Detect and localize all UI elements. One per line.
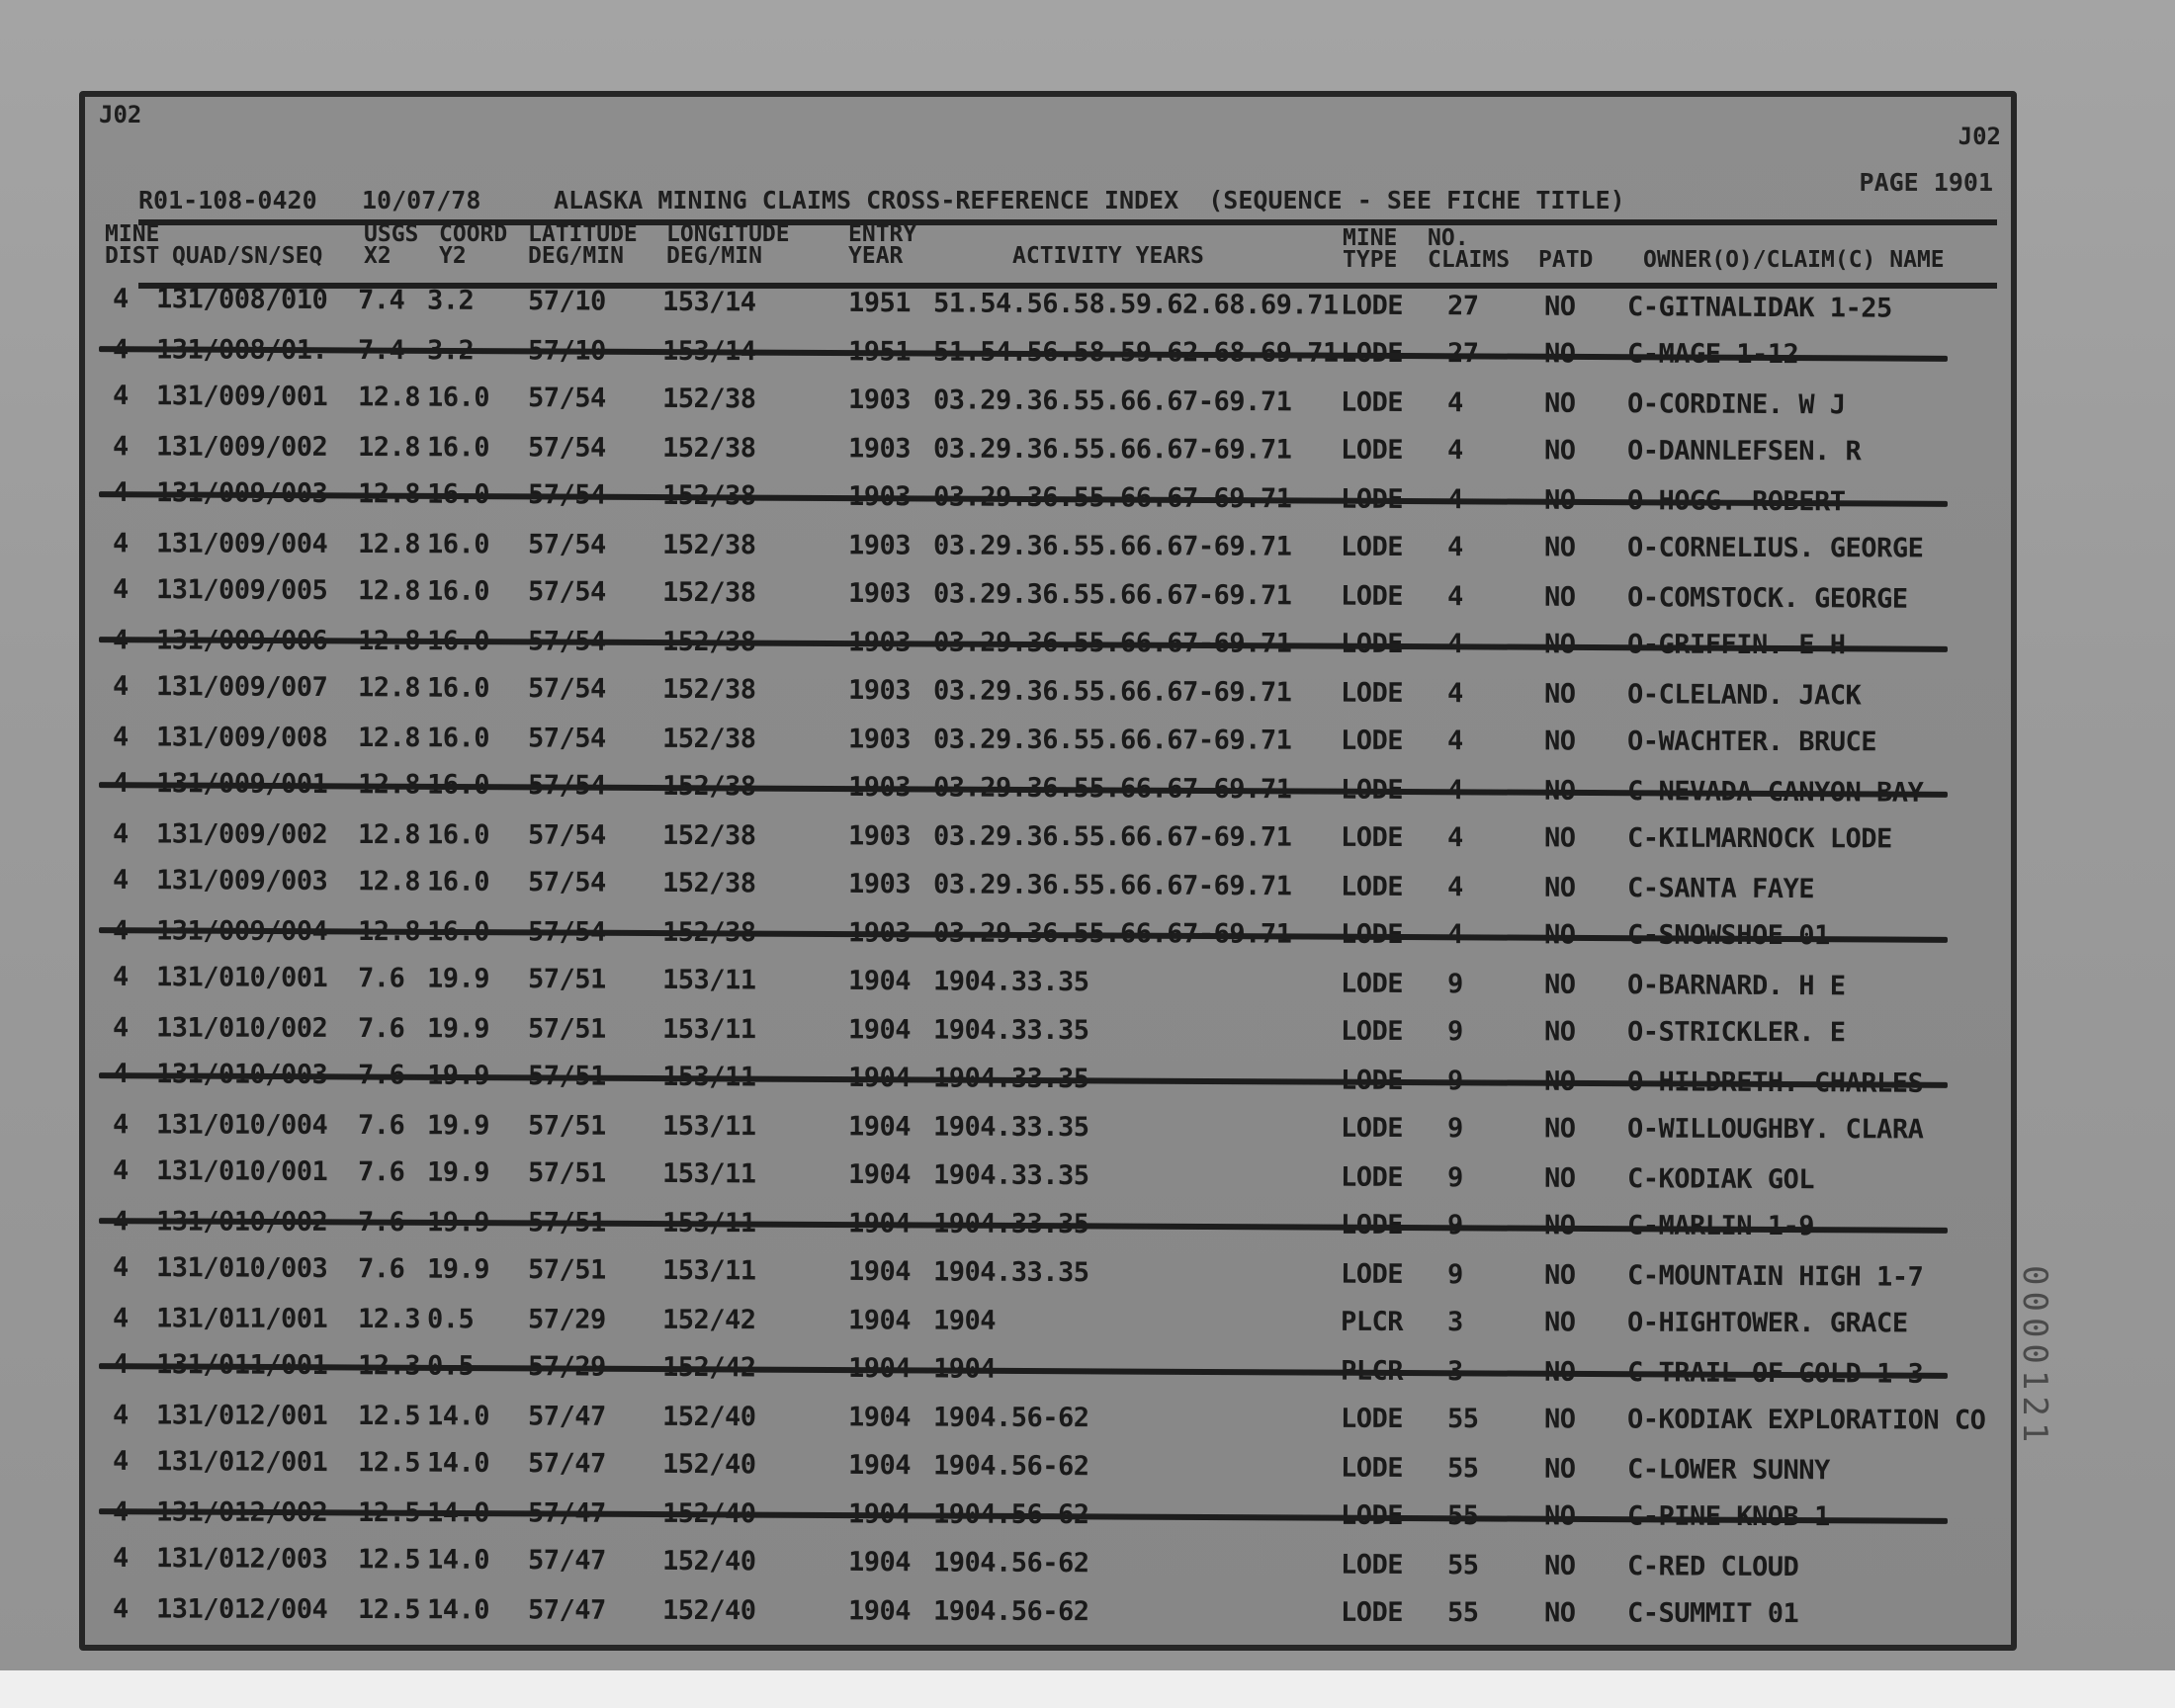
row-entry-year: 1904 <box>847 1449 912 1482</box>
row-longitude: 153/11 <box>661 1157 756 1190</box>
row-activity-years: 1904.56-62 <box>932 1402 1089 1434</box>
row-coord-y: 14.0 <box>426 1544 490 1576</box>
row-owner-claim: O-BARNARD. H E <box>1626 970 1846 1002</box>
row-usgs-x: 7.6 <box>357 1156 405 1188</box>
row-mine-type: LODE <box>1340 1549 1404 1580</box>
row-longitude: 152/38 <box>661 723 756 755</box>
row-dist: 4 <box>112 1445 129 1477</box>
table-row <box>85 1539 2011 1589</box>
report-title: ALASKA MINING CLAIMS CROSS-REFERENCE INDEX (SEQUENCE - SEE FICHE TITLE) <box>554 186 1625 214</box>
row-quad: 131/009/005 <box>155 574 328 607</box>
row-no-claims: 9 <box>1446 1016 1463 1048</box>
row-usgs-x: 12.8 <box>357 866 421 897</box>
row-mine-type: LODE <box>1340 1596 1404 1629</box>
row-entry-year: 1904 <box>847 1546 912 1579</box>
row-longitude: 153/14 <box>661 286 756 318</box>
row-activity-years: 03.29.36.55.66.67-69.71 <box>932 433 1292 466</box>
row-dist: 4 <box>112 1542 129 1574</box>
row-patd: NO <box>1543 1016 1576 1048</box>
scanner-margin <box>0 1670 2175 1708</box>
row-entry-year: 1904 <box>847 1402 912 1433</box>
row-patd: NO <box>1543 435 1576 467</box>
row-mine-type: LODE <box>1340 1403 1404 1435</box>
row-usgs-x: 7.4 <box>357 285 405 316</box>
row-usgs-x: 12.8 <box>357 432 421 464</box>
row-no-claims: 9 <box>1446 969 1463 1000</box>
row-dist: 4 <box>112 1109 129 1141</box>
row-entry-year: 1903 <box>847 384 912 416</box>
row-latitude: 57/51 <box>527 1254 606 1286</box>
table-row <box>85 861 2011 911</box>
table-row <box>85 570 2011 621</box>
row-longitude: 153/11 <box>661 1254 756 1287</box>
row-quad: 131/012/001 <box>155 1400 328 1431</box>
row-longitude: 153/11 <box>661 1013 756 1046</box>
row-quad: 131/009/002 <box>155 818 328 850</box>
table-row <box>85 427 2011 471</box>
row-coord-y: 14.0 <box>426 1447 490 1479</box>
row-mine-type: LODE <box>1340 386 1404 418</box>
row-no-claims: 4 <box>1446 387 1463 419</box>
row-dist: 4 <box>112 961 129 992</box>
table-row <box>85 1299 2011 1343</box>
table-row <box>85 718 2011 762</box>
row-mine-type: LODE <box>1340 725 1404 757</box>
row-mine-type: LODE <box>1340 968 1404 999</box>
row-longitude: 152/38 <box>661 819 756 852</box>
row-no-claims: 4 <box>1446 581 1463 613</box>
row-coord-y: 16.0 <box>426 866 490 897</box>
row-entry-year: 1903 <box>847 724 912 755</box>
row-coord-y: 19.9 <box>426 1013 490 1045</box>
row-no-claims: 55 <box>1446 1404 1479 1435</box>
row-coord-y: 3.2 <box>426 285 475 316</box>
row-mine-type: LODE <box>1340 1258 1404 1290</box>
row-latitude: 57/47 <box>527 1545 606 1577</box>
col-activity-years: ACTIVITY YEARS <box>1012 243 1204 269</box>
row-activity-years: 1904.56-62 <box>932 1595 1089 1628</box>
row-activity-years: 1904 <box>932 1305 997 1336</box>
row-dist: 4 <box>112 1400 129 1431</box>
row-entry-year: 1904 <box>847 1255 912 1288</box>
row-mine-type: LODE <box>1340 290 1404 321</box>
row-coord-y: 16.0 <box>426 382 490 413</box>
row-owner-claim: O-STRICKLER. E <box>1626 1016 1846 1049</box>
row-coord-y: 16.0 <box>426 432 490 464</box>
row-coord-y: 19.9 <box>426 1110 490 1142</box>
row-latitude: 57/47 <box>527 1401 606 1432</box>
row-owner-claim: C-KILMARNOCK LODE <box>1626 822 1892 855</box>
row-no-claims: 4 <box>1446 435 1463 467</box>
row-usgs-x: 12.3 <box>357 1304 421 1335</box>
row-usgs-x: 7.6 <box>357 1253 405 1285</box>
table-row <box>85 1152 2011 1202</box>
table-row <box>85 814 2011 859</box>
row-no-claims: 3 <box>1446 1307 1463 1338</box>
row-longitude: 153/11 <box>661 964 756 996</box>
col-longitude: LONGITUDE DEG/MIN <box>666 221 790 269</box>
row-owner-claim: O-WILLOUGHBY. CLARA <box>1626 1113 1924 1146</box>
col-mine-type: MINE TYPE <box>1343 225 1398 273</box>
row-dist: 4 <box>112 1154 129 1186</box>
row-quad: 131/012/001 <box>155 1446 328 1479</box>
row-owner-claim: O-DANNLEFSEN. R <box>1626 435 1862 468</box>
row-usgs-x: 7.6 <box>357 963 405 994</box>
row-no-claims: 55 <box>1446 1453 1479 1485</box>
row-latitude: 57/54 <box>527 673 606 705</box>
row-patd: NO <box>1543 872 1576 903</box>
row-usgs-x: 12.8 <box>357 382 421 413</box>
row-mine-type: LODE <box>1340 1112 1404 1145</box>
row-dist: 4 <box>112 1593 129 1625</box>
row-activity-years: 03.29.36.55.66.67-69.71 <box>932 578 1292 612</box>
row-patd: NO <box>1543 387 1576 419</box>
row-usgs-x: 12.5 <box>357 1594 421 1626</box>
row-dist: 4 <box>112 431 129 463</box>
row-coord-y: 14.0 <box>426 1594 490 1626</box>
row-patd: NO <box>1543 1259 1576 1291</box>
row-longitude: 152/42 <box>661 1304 756 1336</box>
row-entry-year: 1903 <box>847 820 912 852</box>
row-entry-year: 1904 <box>847 1111 912 1143</box>
row-quad: 131/010/001 <box>155 962 328 994</box>
row-patd: NO <box>1543 1597 1576 1629</box>
col-quad: QUAD/SN/SEQ <box>172 243 323 269</box>
row-owner-claim: O-CLELAND. JACK <box>1626 679 1862 712</box>
row-mine-type: PLCR <box>1340 1306 1404 1338</box>
row-owner-claim: C-LOWER SUNNY <box>1626 1454 1830 1487</box>
row-longitude: 152/40 <box>661 1594 756 1627</box>
row-patd: NO <box>1543 1453 1576 1485</box>
col-latitude: LATITUDE DEG/MIN <box>528 221 638 269</box>
row-coord-y: 0.5 <box>426 1304 475 1335</box>
row-longitude: 152/40 <box>661 1545 756 1578</box>
table-row <box>85 1589 2011 1634</box>
row-entry-year: 1904 <box>847 1595 912 1627</box>
row-patd: NO <box>1543 581 1576 613</box>
row-usgs-x: 12.5 <box>357 1544 421 1576</box>
row-usgs-x: 12.8 <box>357 575 421 607</box>
row-mine-type: LODE <box>1340 580 1404 612</box>
row-no-claims: 4 <box>1446 678 1463 710</box>
row-no-claims: 55 <box>1446 1597 1479 1629</box>
row-latitude: 57/51 <box>527 964 606 995</box>
row-dist: 4 <box>112 283 129 314</box>
report-date: 10/07/78 <box>362 186 481 214</box>
row-owner-claim: C-SUMMIT 01 <box>1626 1597 1799 1630</box>
row-longitude: 153/11 <box>661 1110 756 1143</box>
row-no-claims: 55 <box>1446 1550 1479 1581</box>
row-activity-years: 1904.33.35 <box>932 1159 1089 1192</box>
row-latitude: 57/54 <box>527 576 606 608</box>
row-quad: 131/010/004 <box>155 1109 328 1141</box>
row-coord-y: 16.0 <box>426 529 490 560</box>
col-mine-dist: MINE DIST <box>105 221 160 269</box>
row-entry-year: 1903 <box>847 530 912 561</box>
row-coord-y: 16.0 <box>426 819 490 851</box>
table-row <box>85 1248 2011 1299</box>
row-mine-type: LODE <box>1340 1452 1404 1484</box>
column-headers <box>85 223 2011 283</box>
row-coord-y: 19.9 <box>426 1156 490 1188</box>
row-dist: 4 <box>112 864 129 896</box>
row-entry-year: 1903 <box>847 868 912 900</box>
row-latitude: 57/54 <box>527 819 606 851</box>
row-patd: NO <box>1543 969 1576 1000</box>
row-patd: NO <box>1543 532 1576 563</box>
row-activity-years: 1904.56-62 <box>932 1547 1089 1580</box>
row-activity-years: 03.29.36.55.66.67-69.71 <box>932 869 1292 902</box>
row-owner-claim: O-KODIAK EXPLORATION CO <box>1626 1404 1986 1436</box>
row-mine-type: LODE <box>1340 1161 1404 1193</box>
table-row <box>85 1008 2011 1053</box>
row-no-claims: 9 <box>1446 1259 1463 1291</box>
row-mine-type: LODE <box>1340 821 1404 854</box>
row-dist: 4 <box>112 670 129 702</box>
row-activity-years: 1904.33.35 <box>932 1014 1089 1047</box>
row-no-claims: 4 <box>1446 726 1463 757</box>
row-no-claims: 4 <box>1446 822 1463 854</box>
row-patd: NO <box>1543 1113 1576 1145</box>
row-dist: 4 <box>112 1251 129 1283</box>
row-entry-year: 1951 <box>847 287 912 319</box>
report-code: R01-108-0420 <box>138 186 317 214</box>
row-mine-type: LODE <box>1340 531 1404 563</box>
row-dist: 4 <box>112 722 129 753</box>
row-latitude: 57/47 <box>527 1448 606 1480</box>
row-longitude: 152/38 <box>661 383 756 415</box>
row-dist: 4 <box>112 573 129 605</box>
row-usgs-x: 12.8 <box>357 723 421 754</box>
table-row <box>85 524 2011 568</box>
row-dist: 4 <box>112 1012 129 1044</box>
row-quad: 131/009/008 <box>155 722 328 753</box>
row-entry-year: 1904 <box>847 1014 912 1046</box>
row-entry-year: 1904 <box>847 965 912 997</box>
row-no-claims: 4 <box>1446 872 1463 903</box>
row-activity-years: 03.29.36.55.66.67-69.71 <box>932 724 1292 756</box>
page-label: PAGE 1901 <box>1859 168 1993 197</box>
row-coord-y: 16.0 <box>426 672 490 704</box>
row-quad: 131/010/003 <box>155 1252 328 1285</box>
row-dist: 4 <box>112 528 129 559</box>
row-owner-claim: C-MOUNTAIN HIGH 1-7 <box>1626 1260 1924 1293</box>
row-owner-claim: O-WACHTER. BRUCE <box>1626 726 1877 758</box>
report-header <box>138 176 1997 219</box>
row-activity-years: 1904.56-62 <box>932 1450 1089 1483</box>
row-owner-claim: O-COMSTOCK. GEORGE <box>1626 582 1908 615</box>
row-usgs-x: 12.5 <box>357 1447 421 1479</box>
row-mine-type: LODE <box>1340 1015 1404 1048</box>
row-entry-year: 1903 <box>847 433 912 465</box>
row-no-claims: 9 <box>1446 1113 1463 1145</box>
row-latitude: 57/54 <box>527 432 606 464</box>
row-owner-claim: O-CORDINE. W J <box>1626 388 1846 421</box>
row-owner-claim: O-CORNELIUS. GEORGE <box>1626 532 1924 564</box>
row-usgs-x: 12.8 <box>357 819 421 851</box>
row-patd: NO <box>1543 1404 1576 1435</box>
col-entry-year: ENTRY YEAR <box>848 221 917 269</box>
row-quad: 131/008/010 <box>155 284 328 316</box>
row-latitude: 57/54 <box>527 867 606 898</box>
row-activity-years: 1904.33.35 <box>932 966 1089 998</box>
col-no-claims: NO. CLAIMS <box>1428 225 1511 273</box>
row-patd: NO <box>1543 291 1576 322</box>
row-longitude: 152/38 <box>661 673 756 706</box>
row-entry-year: 1904 <box>847 1158 912 1191</box>
row-dist: 4 <box>112 818 129 850</box>
row-dist: 4 <box>112 1303 129 1334</box>
row-dist: 4 <box>112 380 129 411</box>
row-coord-y: 16.0 <box>426 575 490 607</box>
row-latitude: 57/51 <box>527 1013 606 1045</box>
row-longitude: 152/38 <box>661 576 756 609</box>
top-left-fiche-id: J02 <box>99 101 142 128</box>
row-owner-claim: C-RED CLOUD <box>1626 1551 1799 1583</box>
row-entry-year: 1904 <box>847 1305 912 1336</box>
row-longitude: 152/38 <box>661 529 756 561</box>
row-coord-y: 16.0 <box>426 723 490 754</box>
row-activity-years: 03.29.36.55.66.67-69.71 <box>932 384 1292 418</box>
row-coord-y: 14.0 <box>426 1401 490 1432</box>
row-latitude: 57/54 <box>527 723 606 754</box>
row-patd: NO <box>1543 1550 1576 1581</box>
row-usgs-x: 12.5 <box>357 1401 421 1432</box>
row-activity-years: 1904.33.35 <box>932 1111 1089 1144</box>
fiche-serial-number: 0000121 <box>2015 1265 2054 1449</box>
row-usgs-x: 12.8 <box>357 529 421 560</box>
row-patd: NO <box>1543 1162 1576 1194</box>
table-row <box>85 377 2011 427</box>
row-activity-years: 03.29.36.55.66.67-69.71 <box>932 530 1292 562</box>
row-owner-claim: O-HIGHTOWER. GRACE <box>1626 1307 1908 1339</box>
row-latitude: 57/29 <box>527 1304 606 1335</box>
row-usgs-x: 12.8 <box>357 672 421 704</box>
row-patd: NO <box>1543 678 1576 710</box>
row-quad: 131/009/003 <box>155 865 328 897</box>
row-entry-year: 1903 <box>847 577 912 610</box>
row-no-claims: 27 <box>1446 291 1479 322</box>
row-longitude: 152/40 <box>661 1448 756 1481</box>
row-activity-years: 51.54.56.58.59.62.68.69.71 <box>932 288 1339 321</box>
row-coord-y: 19.9 <box>426 963 490 994</box>
col-patd: PATD <box>1538 247 1594 273</box>
row-owner-claim: C-SANTA FAYE <box>1626 873 1815 905</box>
row-latitude: 57/54 <box>527 529 606 560</box>
row-longitude: 152/40 <box>661 1401 756 1433</box>
row-quad: 131/012/004 <box>155 1593 328 1625</box>
row-patd: NO <box>1543 726 1576 757</box>
row-latitude: 57/47 <box>527 1594 606 1626</box>
row-owner-claim: C-KODIAK GOL <box>1626 1163 1815 1196</box>
row-latitude: 57/51 <box>527 1110 606 1142</box>
row-latitude: 57/54 <box>527 383 606 414</box>
row-mine-type: LODE <box>1340 871 1404 902</box>
row-quad: 131/009/001 <box>155 381 328 413</box>
row-owner-claim: C-GITNALIDAK 1-25 <box>1626 292 1892 324</box>
row-activity-years: 1904.33.35 <box>932 1256 1089 1289</box>
table-row <box>85 1105 2011 1150</box>
row-coord-y: 19.9 <box>426 1253 490 1285</box>
row-activity-years: 03.29.36.55.66.67-69.71 <box>932 820 1292 853</box>
row-latitude: 57/51 <box>527 1157 606 1189</box>
row-patd: NO <box>1543 822 1576 854</box>
row-quad: 131/012/003 <box>155 1543 328 1576</box>
col-coord-y: COORD Y2 <box>439 221 508 269</box>
row-latitude: 57/10 <box>527 286 606 317</box>
table-row <box>85 1442 2011 1493</box>
row-quad: 131/010/001 <box>155 1155 328 1188</box>
row-mine-type: LODE <box>1340 434 1404 467</box>
top-right-fiche-id: J02 <box>1958 123 2001 150</box>
col-usgs-x: USGS X2 <box>364 221 419 269</box>
table-row <box>85 667 2011 718</box>
row-quad: 131/009/002 <box>155 431 328 463</box>
row-no-claims: 4 <box>1446 532 1463 563</box>
row-quad: 131/010/002 <box>155 1012 328 1044</box>
row-quad: 131/009/004 <box>155 528 328 559</box>
row-entry-year: 1903 <box>847 674 912 707</box>
row-longitude: 152/38 <box>661 432 756 465</box>
row-usgs-x: 7.6 <box>357 1110 405 1142</box>
table-row <box>85 958 2011 1008</box>
col-owner-claim: OWNER(O)/CLAIM(C) NAME <box>1643 247 1945 273</box>
table-row <box>85 1396 2011 1440</box>
row-patd: NO <box>1543 1307 1576 1338</box>
row-no-claims: 9 <box>1446 1162 1463 1194</box>
row-mine-type: LODE <box>1340 677 1404 709</box>
row-longitude: 152/38 <box>661 867 756 899</box>
row-usgs-x: 7.6 <box>357 1013 405 1045</box>
microfiche-frame <box>79 91 2017 1651</box>
row-quad: 131/011/001 <box>155 1303 328 1334</box>
row-activity-years: 03.29.36.55.66.67-69.71 <box>932 675 1292 709</box>
row-quad: 131/009/007 <box>155 671 328 704</box>
